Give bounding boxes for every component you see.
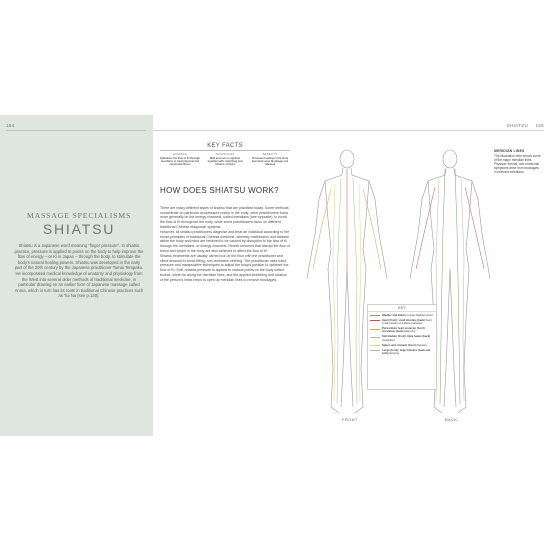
key-item-detail: metabolism — [382, 338, 396, 342]
chapter-title: SHIATSU — [42, 221, 116, 237]
book-spread — [0, 115, 550, 436]
key-item-text — [382, 327, 434, 333]
section-heading: HOW DOES SHIATSU WORK? — [160, 186, 279, 195]
key-fact-techniques — [205, 153, 245, 166]
meridian-caption-title: MERIDIAN LINES — [494, 149, 525, 153]
back-label: BACK — [445, 417, 458, 422]
key-item-name: Heart (front); small intestine (back) — [382, 319, 425, 323]
key-facts-title: KEY FACTS — [160, 143, 290, 151]
header-rule-right — [153, 130, 544, 131]
key-item-detail: balancing — [404, 330, 416, 334]
key-item-detail: detoxing — [389, 351, 400, 355]
key-item — [370, 344, 434, 347]
key-item — [370, 335, 434, 341]
key-item-name: Pericardium heart protector (front); circulation (back) — [382, 327, 426, 334]
key-item-text — [382, 319, 434, 325]
key-swatch — [370, 320, 380, 321]
page-number-right: 155 — [535, 123, 544, 128]
front-label: FRONT — [342, 417, 358, 422]
key-item-name: Gall bladder (front); triple heater (back) — [382, 335, 431, 339]
body-text — [160, 206, 290, 283]
key-item-name: Bladder and kidney — [382, 314, 406, 317]
intro-paragraph: Shiatsu is a Japanese word meaning "finger pressure". In shiatsu practice, pressure is applied to points on the body to help improve the flow of energy – or Ki in Japan – through the body, to stimulate the body's natural healing powers. Shiatsu was developed in the early part of the 20th century by the Japanese practitioner Tamai Tempaku. He incorporated medical knowledge of anatomy and physiology from the West into several older methods of traditional medicine, in particular drawing on an earlier form of Japanese massage called Anma, which in turn has its roots in traditional Chinese practices such as Tui Na (see p.130). — [14, 243, 144, 299]
key-item — [370, 327, 434, 333]
left-color-panel — [0, 115, 153, 436]
key-list — [368, 314, 436, 355]
key-item — [370, 314, 434, 317]
key-swatch — [370, 345, 380, 346]
key-item-text — [382, 314, 433, 317]
key-item — [370, 349, 434, 355]
key-fact-value: Optimizes the flow of Ki through meridians to treat physical and emotional illness — [160, 156, 200, 167]
running-header — [501, 123, 544, 128]
key-item-detail: digesting — [416, 343, 427, 347]
header-rule-left — [6, 130, 146, 131]
key-item — [370, 319, 434, 325]
section-subtitle: MASSAGE SPECIALISMS — [26, 211, 132, 220]
key-item-text — [382, 335, 434, 341]
key-item-name: Lungs (front); large intestine (back and both) — [382, 348, 431, 355]
key-item-detail: (urinary bladder) wood — [406, 314, 433, 317]
key-item-text — [382, 344, 427, 347]
key-swatch — [370, 350, 380, 351]
key-item-text — [382, 349, 434, 355]
key-swatch — [370, 315, 380, 316]
key-fact-benefits — [250, 153, 290, 166]
meridian-figures-illustration — [295, 139, 500, 439]
key-swatch — [370, 329, 380, 330]
key-item-detail: heart, small intestine circulation pathways — [382, 319, 433, 326]
key-fact-value: Mild pressure is applied, together with stretching and rotation of limbs — [207, 156, 243, 167]
running-header-section: SHIATSU — [506, 123, 529, 128]
meridian-caption — [494, 149, 542, 174]
key-title: KEY — [368, 305, 436, 312]
key-fact-label: BENEFITS — [262, 153, 278, 156]
key-fact-value: Promotes healing in the body and mind once blockages are released — [251, 156, 289, 167]
key-item-name: Spleen and stomach (front) — [382, 343, 416, 347]
key-fact-essence — [160, 153, 200, 166]
key-facts-columns — [160, 153, 290, 166]
key-swatch — [370, 337, 380, 338]
meridian-caption-text: The illustration here shows some of the major meridian lines. Physical, mental, and emotional symptoms arise from blockages in relevant meridians. — [494, 153, 541, 174]
key-facts-box — [160, 143, 290, 166]
meridian-key — [367, 304, 437, 390]
body-paragraph: Shiatsu treatments are usually carried out on the floor with the practitioner and client dressed in loose-fitting, non-restrictive clothing. The practitioner uses hand pressure and manipulative techniques to adjust the body's position to optimize the flow of Ki. Soft, relaxed pressure is applied to various points on the body called tsubos, which lie along the meridian lines, and the applied stretching and rotation of the person's limbs helps to open up meridian lines to remove blockages. — [160, 254, 289, 282]
body-paragraph: There are many different styles of shiatsu that are practised today. Some methods concentrate on particular acupressure points in the body; other practitioners focus more generally on the energy channels, called meridians (see opposite), to boost the flow of Ki throughout the body, while some practitioners focus on different traditional Chinese diagnostic systems. — [160, 206, 289, 229]
body-paragraph: However, all shiatsu practitioners diagnose and treat an individual according to the broad principles of traditional Chinese medicine, whereby malfunction and disease within the body and mind are believed to be caused by disruption to the flow of Ki through the meridians, or energy channels. Health concerns that disrupt the flow of blood and lymph in the body are also believed to affect the flow of Ki. — [160, 230, 290, 253]
page-number-left: 154 — [6, 123, 15, 128]
key-fact-label: TECHNIQUES — [215, 153, 235, 156]
key-fact-label: ESSENCE — [173, 153, 187, 156]
